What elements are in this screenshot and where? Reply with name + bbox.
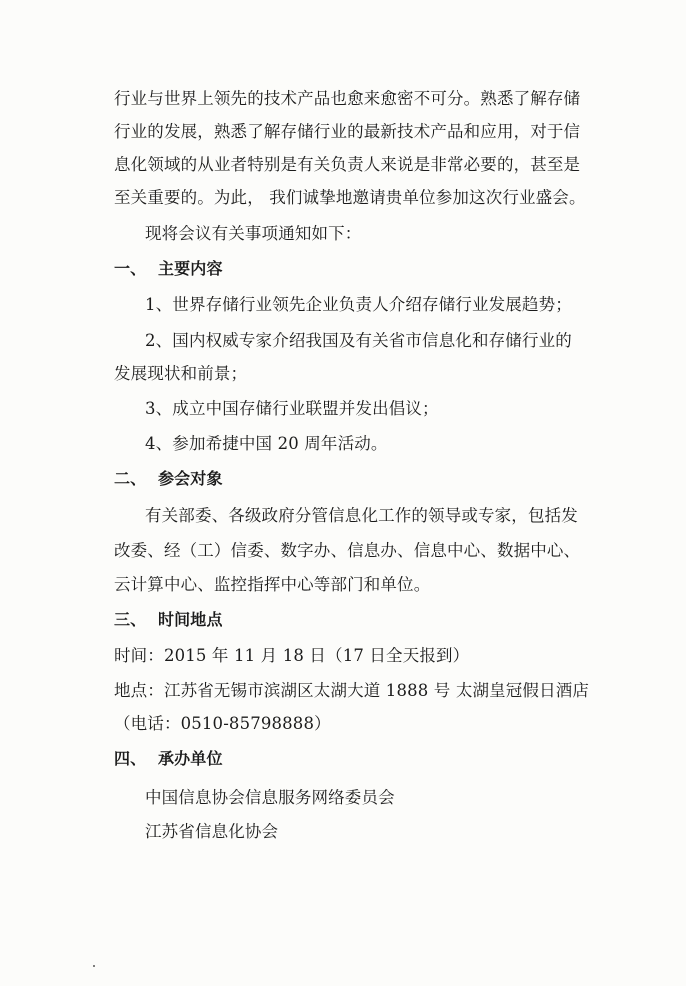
list-item: 1、世界存储行业领先企业负责人介绍存储行业发展趋势； [145,295,572,314]
list-item: 4、参加希捷中国 20 周年活动。 [145,434,388,453]
section-heading-1 [114,259,223,279]
scan-speck [93,965,95,967]
intro-line-2: 行业的发展，熟悉了解存储行业的最新技术产品和应用，对于信 [114,122,581,141]
organizer-2: 江苏省信息化协会 [145,822,279,841]
section-title: 时间地点 [158,610,223,629]
list-item: 2、国内权威专家介绍我国及有关省市信息化和存储行业的 [145,331,572,350]
section-number: 一、 [114,259,147,278]
location-line: 地点：江苏省无锡市滨湖区太湖大道 1888 号 太湖皇冠假日酒店 [114,681,590,700]
phone-line: （电话：0510-85798888） [114,714,331,733]
intro-line-1: 行业与世界上领先的技术产品也愈来愈密不可分。熟悉了解存储 [114,89,581,108]
section-heading-4 [114,749,223,769]
list-item: 3、成立中国存储行业联盟并发出倡议； [145,399,439,418]
section-number: 三、 [114,610,147,629]
paragraph-line: 有关部委、各级政府分管信息化工作的领导或专家，包括发 [145,506,578,525]
section-heading-3 [114,610,223,630]
section-title: 参会对象 [158,469,223,488]
notice-line: 现将会议有关事项通知如下： [145,224,362,243]
intro-line-3: 息化领域的从业者特别是有关负责人来说是非常必要的，甚至是 [114,155,581,174]
intro-line-4: 至关重要的。为此， 我们诚挚地邀请贵单位参加这次行业盛会。 [114,188,586,207]
section-title: 主要内容 [158,259,223,278]
paragraph-line: 改委、经（工）信委、数字办、信息办、信息中心、数据中心、 [114,541,581,560]
section-number: 二、 [114,469,147,488]
section-heading-2 [114,469,223,489]
section-title: 承办单位 [158,749,223,768]
list-item-continuation: 发展现状和前景； [114,364,248,383]
section-number: 四、 [114,749,147,768]
time-line: 时间：2015 年 11 月 18 日（17 日全天报到） [114,646,470,665]
paragraph-line: 云计算中心、监控指挥中心等部门和单位。 [114,575,431,594]
organizer-1: 中国信息协会信息服务网络委员会 [145,788,395,807]
